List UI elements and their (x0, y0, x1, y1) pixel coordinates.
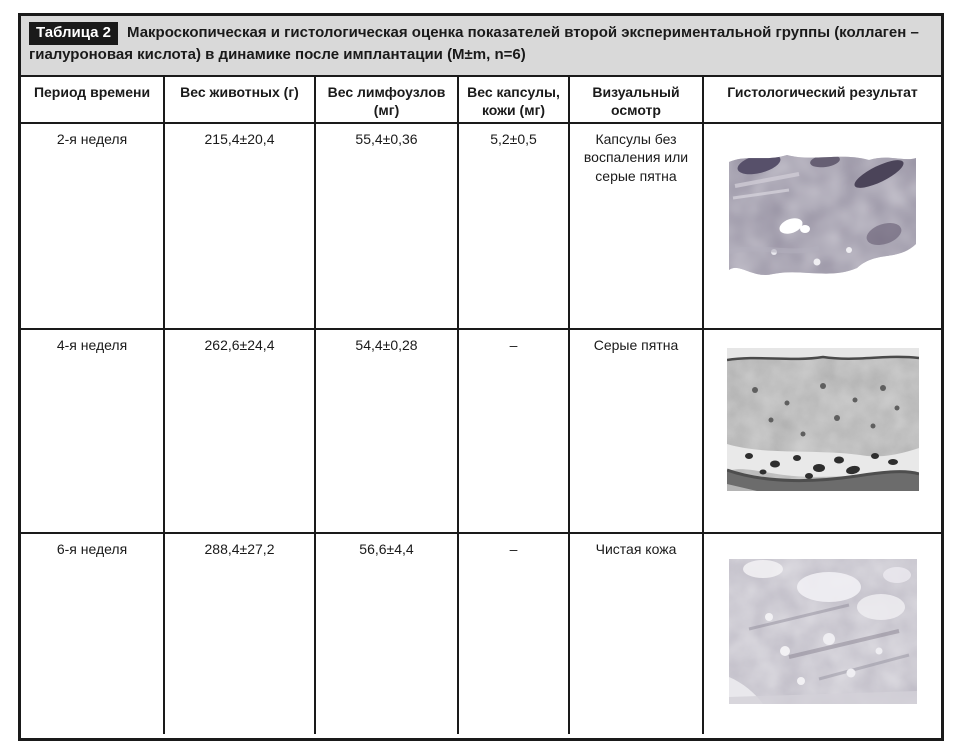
table-number-badge: Таблица 2 (29, 22, 118, 45)
table-row-week2 (21, 123, 941, 329)
cell-animal-weight: 215,4±20,4 (164, 123, 315, 329)
cell-visual: Капсулы без воспаления или серые пятна (569, 123, 703, 329)
results-table (18, 13, 944, 741)
cell-visual: Чистая кожа (569, 533, 703, 734)
column-header-histology: Гистологический результат (703, 77, 941, 123)
cell-period: 4-я неделя (21, 329, 164, 533)
header-row (21, 77, 941, 123)
cell-lymph-weight: 55,4±0,36 (315, 123, 458, 329)
column-header-capsule-weight: Вес капсулы, кожи (мг) (458, 77, 569, 123)
column-header-visual: Визуальный осмотр (569, 77, 703, 123)
cell-period: 2-я неделя (21, 123, 164, 329)
cell-animal-weight: 288,4±27,2 (164, 533, 315, 734)
cell-capsule-weight: – (458, 533, 569, 734)
cell-lymph-weight: 56,6±4,4 (315, 533, 458, 734)
column-header-period: Период времени (21, 77, 164, 123)
column-header-animal-weight: Вес животных (г) (164, 77, 315, 123)
cell-histology (703, 533, 941, 734)
table-row-week6 (21, 533, 941, 734)
column-header-lymph-weight: Вес лимфоузлов (мг) (315, 77, 458, 123)
cell-lymph-weight: 54,4±0,28 (315, 329, 458, 533)
histology-micrograph-week2 (729, 152, 916, 302)
cell-histology (703, 123, 941, 329)
table-title-text: Макроскопическая и гистологическая оценка показателей второй экспериментальной группы (коллаген – гиалуроновая кислота) в динамике после имплантации (M±m, n=6) (29, 24, 919, 64)
cell-capsule-weight: – (458, 329, 569, 533)
table-caption (21, 16, 941, 77)
histology-micrograph-week6 (729, 559, 917, 704)
histology-micrograph-week4 (727, 348, 919, 491)
cell-period: 6-я неделя (21, 533, 164, 734)
cell-animal-weight: 262,6±24,4 (164, 329, 315, 533)
data-table (21, 77, 941, 734)
cell-histology (703, 329, 941, 533)
cell-capsule-weight: 5,2±0,5 (458, 123, 569, 329)
table-row-week4 (21, 329, 941, 533)
cell-visual: Серые пятна (569, 329, 703, 533)
